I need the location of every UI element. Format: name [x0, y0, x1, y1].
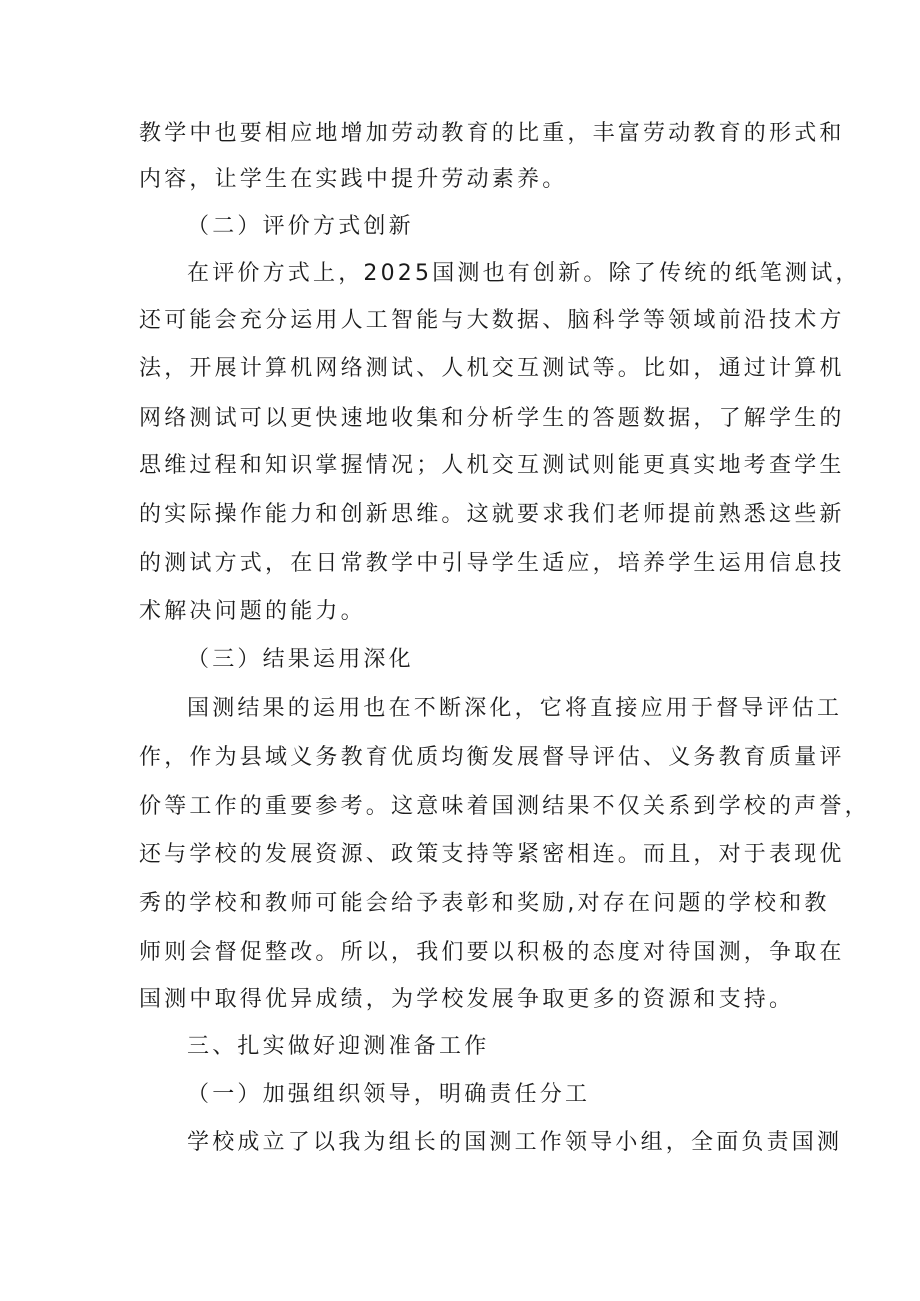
section-heading: （一）加强组织领导，明确责任分工 [187, 1082, 591, 1107]
body-line: 价等工作的重要参考。这意味着国测结果不仅关系到学校的声誉， [139, 794, 870, 819]
section-heading: （二）评价方式创新 [187, 214, 414, 239]
body-line: 术解决问题的能力。 [139, 599, 366, 624]
body-line: 国测结果的运用也在不断深化，它将直接应用于督导评估工 [187, 696, 843, 721]
body-line: 的实际操作能力和创新思维。这就要求我们老师提前熟悉这些新 [139, 502, 845, 527]
body-line: 还与学校的发展资源、政策支持等紧密相连。而且，对于表现优 [139, 842, 845, 867]
body-line: 国测中取得优异成绩，为学校发展争取更多的资源和支持。 [139, 987, 795, 1012]
body-line: 内容，让学生在实践中提升劳动素养。 [139, 167, 568, 192]
body-line: 教学中也要相应地增加劳动教育的比重，丰富劳动教育的形式和 [139, 121, 845, 146]
section-heading: （三）结果运用深化 [187, 647, 414, 672]
body-line: 思维过程和知识掌握情况；人机交互测试则能更真实地考查学生 [139, 453, 845, 478]
body-line: 在评价方式上，2025国测也有创新。除了传统的纸笔测试， [187, 261, 861, 286]
chapter-heading: 三、扎实做好迎测准备工作 [187, 1034, 490, 1059]
body-line: 还可能会充分运用人工智能与大数据、脑科学等领域前沿技术方 [139, 308, 845, 333]
body-line: 作，作为县域义务教育优质均衡发展督导评估、义务教育质量评 [139, 745, 845, 770]
body-line: 的测试方式，在日常教学中引导学生适应，培养学生运用信息技 [139, 551, 845, 576]
body-line: 法，开展计算机网络测试、人机交互测试等。比如，通过计算机 [139, 356, 845, 381]
body-line: 师则会督促整改。所以，我们要以积极的态度对待国测，争取在 [139, 940, 845, 965]
body-line: 学校成立了以我为组长的国测工作领导小组，全面负责国测 [187, 1130, 843, 1155]
body-line: 网络测试可以更快速地收集和分析学生的答题数据，了解学生的 [139, 406, 845, 431]
body-line: 秀的学校和教师可能会给予表彰和奖励,对存在问题的学校和教 [139, 891, 830, 916]
